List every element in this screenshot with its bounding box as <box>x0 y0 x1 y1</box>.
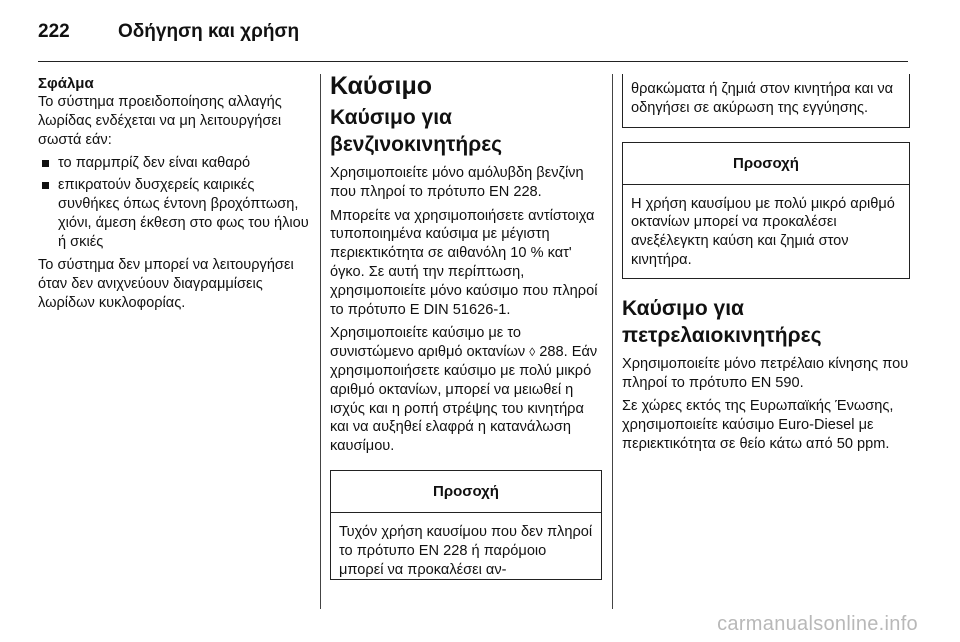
fault-conditions-list <box>38 154 310 251</box>
fault-outro: Το σύστημα δεν μπορεί να λειτουργήσει όταν δεν ανιχνεύουν διαγραμμίσεις λωρίδων κυκλοφορίας. <box>38 257 294 311</box>
petrol-paragraph-3 <box>330 324 602 456</box>
octane-text: Χρησιμοποιείτε καύσιμο με το συνιστώμενο αριθμό οκτανίων <box>330 325 526 361</box>
section-title-petrol: Καύσιμο για βενζινοκινητήρες <box>330 106 503 156</box>
caution2-title: Προσοχή <box>623 143 909 185</box>
page-header <box>38 16 299 48</box>
octane-warning-text: Εάν χρησιμοποιήσετε καύσιμο με πολύ μικρό αριθμό οκτανίων, μπορεί να μειωθεί η ισχύς και η ροπή στρέψης του κινητήρα και να αυξηθεί ελαφρά η κατανάλωση καυσίμου. <box>330 344 598 455</box>
caution-text: Τυχόν χρήση καυσίμου που δεν πληροί το πρότυπο EN 228 ή παρόμοιο μπορεί να προκαλέσει αν- <box>339 523 593 578</box>
watermark: carmanualsonline.info <box>717 613 918 635</box>
column-divider-right <box>612 74 613 609</box>
petrol-paragraph-1: Χρησιμοποιείτε μόνο αμόλυβδη βενζίνη που πληροί το πρότυπο EN 228. <box>330 165 584 200</box>
caution-box-continued <box>622 74 910 128</box>
page-reference[interactable]: 288. <box>539 344 568 361</box>
list-item-text: το παρμπρίζ δεν είναι καθαρό <box>58 155 251 172</box>
square-bullet-icon <box>42 182 49 189</box>
page-number: 222 <box>38 21 70 42</box>
fault-intro: Το σύστημα προειδοποίησης αλλαγής λωρίδας ενδέχεται να μη λειτουργήσει σωστά εάν: <box>38 94 282 148</box>
column-fault <box>38 74 310 318</box>
section-title-fuel: Καύσιμο <box>330 72 433 100</box>
chapter-title: Οδήγηση και χρήση <box>118 21 300 42</box>
list-item-text: επικρατούν δυσχερείς καιρικές συνθήκες όπως έντονη βροχόπτωση, χιόνι, άμεση έκθεση στο φως του ήλιου ή σκιές <box>58 177 309 250</box>
diesel-paragraph-1: Χρησιμοποιείτε μόνο πετρέλαιο κίνησης που πληροί το πρότυπο EN 590. <box>622 355 909 391</box>
column-divider-left <box>320 74 321 609</box>
column-fuel-continued <box>622 74 910 459</box>
header-rule <box>38 61 908 62</box>
caution-box-octane <box>622 142 910 279</box>
column-fuel <box>330 70 602 580</box>
list-item <box>38 154 310 173</box>
page-reference-icon: ◊ <box>529 345 536 360</box>
diesel-paragraph-2: Σε χώρες εκτός της Ευρωπαϊκής Ένωσης, χρησιμοποιείτε καύσιμο Euro-Diesel με περιεκτικότητα σε θείο κάτω από 50 ppm. <box>622 398 894 452</box>
caution-continued-text: θρακώματα ή ζημιά στον κινητήρα και να οδηγήσει σε ακύρωση της εγγύησης. <box>631 81 894 116</box>
caution-box-standard <box>330 470 602 580</box>
fault-heading: Σφάλμα <box>38 75 94 92</box>
petrol-paragraph-2: Μπορείτε να χρησιμοποιήσετε αντίστοιχα τυποποιημένα καύσιμα με μέγιστη περιεκτικότητα σε αιθανόλη 10 % κατ' όγκο. Σε αυτή την περίπτωση, χρησιμοποιείτε μόνο καύσιμο που πληροί το πρότυπο E DIN 51626-1. <box>330 207 598 318</box>
caution2-text: Η χρήση καυσίμου με πολύ μικρό αριθμό οκτανίων μπορεί να προκαλέσει ανεξέλεγκτη καύση και ζημιά στον κινητήρα. <box>631 195 895 268</box>
section-title-diesel: Καύσιμο για πετρελαιοκινητήρες <box>622 296 822 347</box>
caution-title: Προσοχή <box>331 471 601 513</box>
list-item <box>38 176 310 251</box>
square-bullet-icon <box>42 160 49 167</box>
